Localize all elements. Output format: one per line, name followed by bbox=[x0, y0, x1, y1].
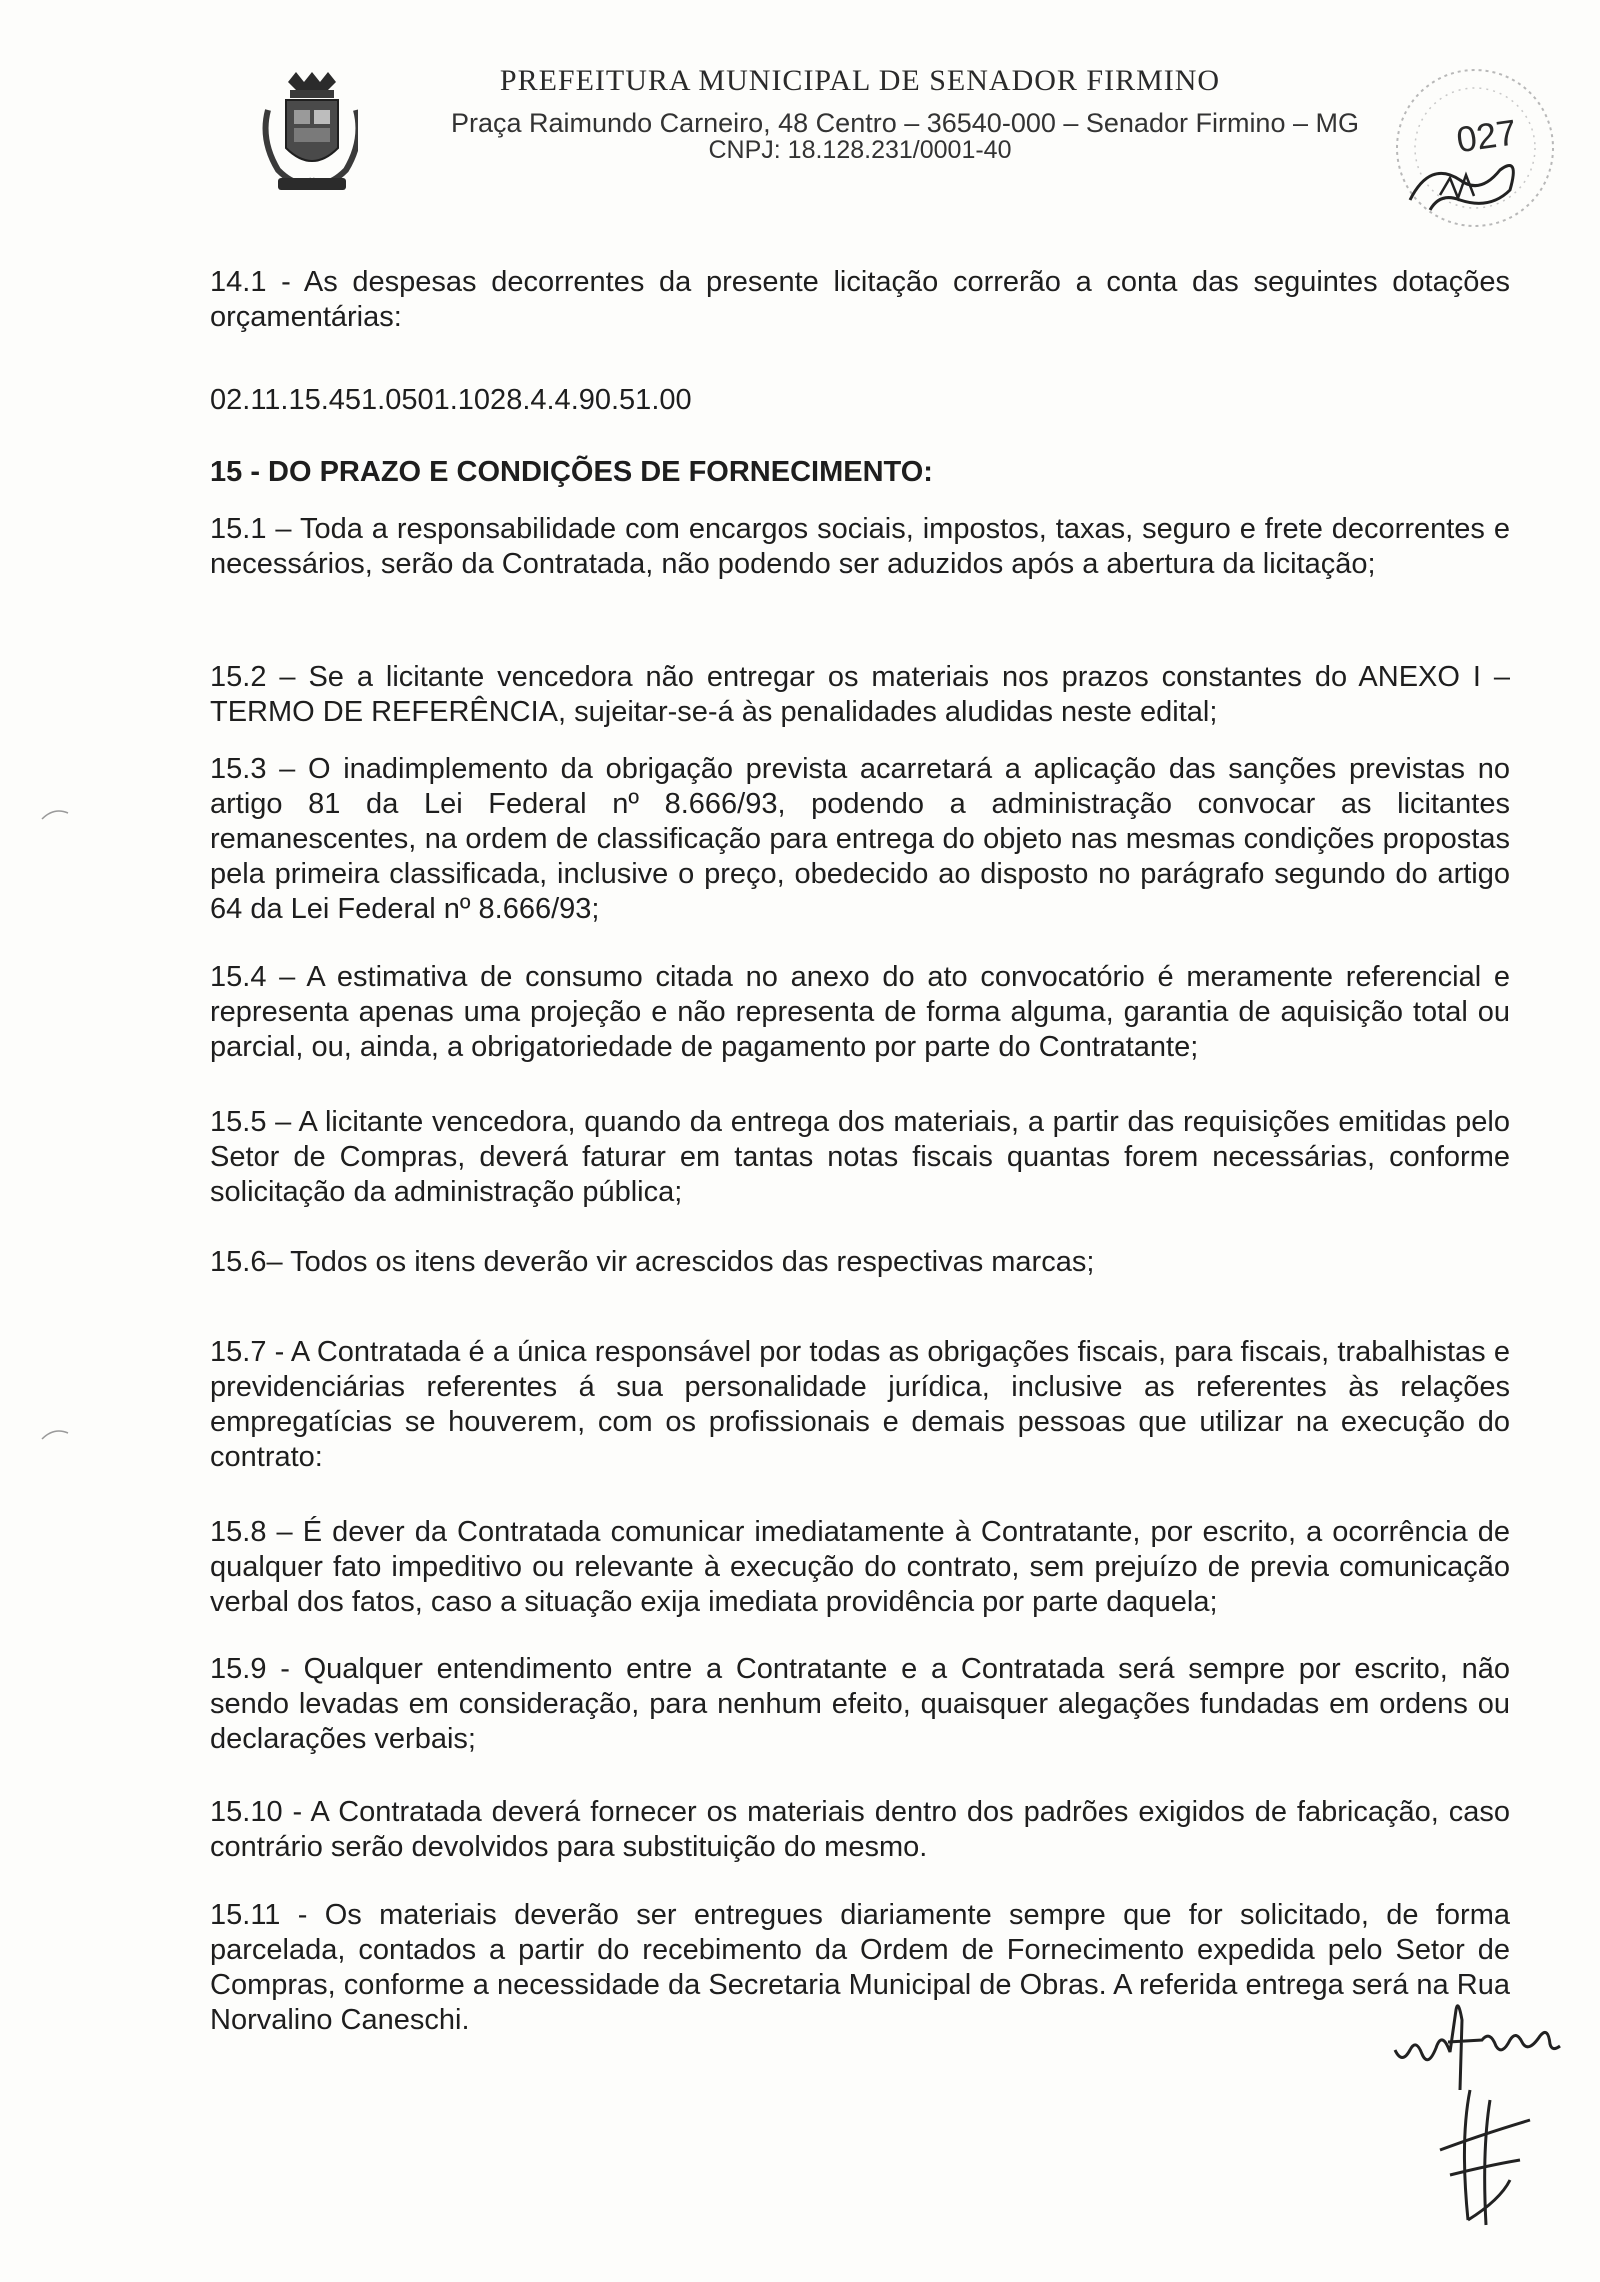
dotacao-code: 02.11.15.451.0501.1028.4.4.90.51.00 bbox=[210, 384, 692, 416]
paragraph-15-6: 15.6– Todos os itens deverão vir acrescidos das respectivas marcas; bbox=[210, 1246, 1095, 1278]
paragraph-15-8: 15.8 – É dever da Contratada comunicar imediatamente à Contratante, por escrito, a ocorrência de qualquer fato impeditivo ou relevante à execução do contrato, sem prejuízo de previa comunicação verbal dos fatos, caso a situação exija imediata providência por parte daquela; bbox=[210, 1516, 1510, 1618]
header-address: Praça Raimundo Carneiro, 48 Centro – 36540-000 – Senador Firmino – MG bbox=[451, 108, 1359, 138]
margin-mark-icon bbox=[40, 1425, 80, 1441]
paragraph-15-4: 15.4 – A estimativa de consumo citada no anexo do ato convocatório é meramente referencial e representa apenas uma projeção e não representa de forma alguma, garantia de aquisição total ou parcial, ou, ainda, a obrigatoriedade de pagamento por parte do Contratante; bbox=[210, 961, 1510, 1063]
section-15-heading: 15 - DO PRAZO E CONDIÇÕES DE FORNECIMENTO: bbox=[210, 456, 933, 488]
paragraph-15-7: 15.7 - A Contratada é a única responsável por todas as obrigações fiscais, para fiscais, trabalhistas e previdenciárias referentes á sua personalidade jurídica, inclusive as referentes às relações empregatícias se houverem, com os profissionais e demais pessoas que utilizar na execução do contrato: bbox=[210, 1336, 1510, 1473]
signature-icon bbox=[1420, 2080, 1540, 2230]
paragraph-14-1: 14.1 - As despesas decorrentes da presente licitação correrão a conta das seguintes dotações orçamentárias: bbox=[210, 266, 1510, 333]
paragraph-15-1: 15.1 – Toda a responsabilidade com encargos sociais, impostos, taxas, seguro e frete decorrentes e necessários, serão da Contratada, não podendo ser aduzidos após a abertura da licitação; bbox=[210, 513, 1510, 580]
margin-mark-icon bbox=[40, 805, 80, 821]
header-title: PREFEITURA MUNICIPAL DE SENADOR FIRMINO bbox=[499, 64, 1221, 97]
paragraph-15-3: 15.3 – O inadimplemento da obrigação prevista acarretará a aplicação das sanções previstas no artigo 81 da Lei Federal nº 8.666/93, podendo a administração convocar as licitantes remanescentes, na ordem de classificação para entrega do objeto nas mesmas condições propostas pela primeira classificada, inclusive o preço, obedecido ao disposto no parágrafo segundo do artigo 64 da Lei Federal nº 8.666/93; bbox=[210, 753, 1510, 925]
paragraph-15-9: 15.9 - Qualquer entendimento entre a Contratante e a Contratada será sempre por escrito, não sendo levadas em consideração, para nenhum efeito, quaisquer alegações fundadas em ordens ou declarações verbais; bbox=[210, 1653, 1510, 1755]
coat-of-arms-icon bbox=[258, 70, 358, 200]
paragraph-15-10: 15.10 - A Contratada deverá fornecer os materiais dentro dos padrões exigidos de fabricação, caso contrário serão devolvidos para substituição do mesmo. bbox=[210, 1796, 1510, 1863]
page-stamp bbox=[1370, 60, 1570, 240]
stamp-icon bbox=[1370, 60, 1570, 240]
stamp-number: 027 bbox=[1453, 111, 1520, 161]
paragraph-15-2: 15.2 – Se a licitante vencedora não entregar os materiais nos prazos constantes do ANEXO I – TERMO DE REFERÊNCIA, sujeitar-se-á às penalidades aludidas neste edital; bbox=[210, 661, 1510, 728]
header-cnpj: CNPJ: 18.128.231/0001-40 bbox=[708, 136, 1012, 164]
paragraph-15-5: 15.5 – A licitante vencedora, quando da entrega dos materiais, a partir das requisições emitidas pelo Setor de Compras, deverá faturar em tantas notas fiscais quantas forem necessárias, conforme solicitação da administração pública; bbox=[210, 1106, 1510, 1208]
paragraph-15-11: 15.11 - Os materiais deverão ser entregues diariamente sempre que for solicitado, de forma parcelada, contados a partir do recebimento da Ordem de Fornecimento expedida pelo Setor de Compras, conforme a necessidade da Secretaria Municipal de Obras. A referida entrega será na Rua Norvalino Caneschi. bbox=[210, 1899, 1510, 2036]
